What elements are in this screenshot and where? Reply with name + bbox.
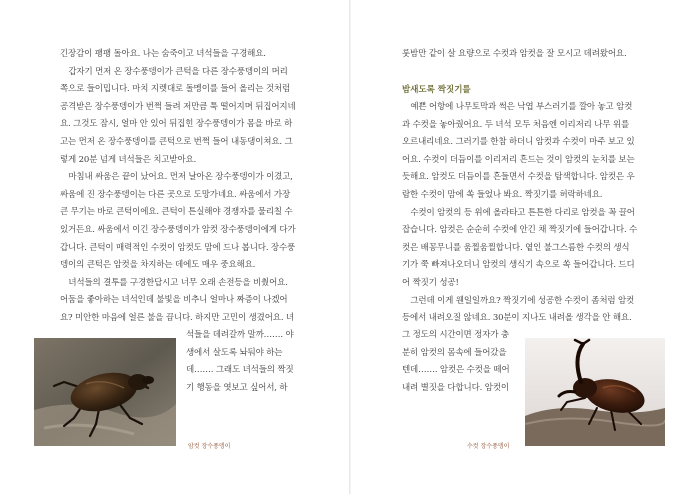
male-beetle-photo bbox=[525, 338, 665, 446]
right-page-top-text bbox=[402, 46, 642, 64]
text-line: 어요. 수컷이 더듬이를 이리저리 흔드는 것이 암컷의 눈치를 보는 bbox=[402, 154, 635, 165]
text-line: 수컷이 암컷의 등 위에 올라타고 튼튼한 다리로 암컷을 꼭 끌어 bbox=[402, 207, 635, 218]
right-page-wrap-text bbox=[402, 327, 518, 397]
text-line: 갑니다. 큰턱이 매력적인 수컷이 암컷도 맘에 드나 봅니다. 장수풍 bbox=[60, 242, 296, 253]
text-line: 그런데 이게 웬일일까요? 짝짓기에 성공한 수컷이 좀처럼 암컷 bbox=[402, 295, 635, 306]
text-line: 어 짝짓기 성공! bbox=[402, 277, 459, 288]
text-line: 뎅이의 큰턱은 암컷을 차지하는 데에도 매우 중요해요. bbox=[60, 260, 256, 271]
text-line: 기가 쭉 빠져나오더니 암컷의 생식기 속으로 쏙 들어갑니다. 드디 bbox=[402, 260, 635, 271]
text-line: 쪽으로 들이밉니다. 마치 지렛대로 돌멩이를 들어 올리는 것처럼 bbox=[60, 84, 291, 95]
text-line: 녀석들의 결투를 구경한답시고 너무 오래 손전등을 비췄어요. bbox=[60, 277, 288, 288]
text-line: 공격받은 장수풍뎅이가 번쩍 들려 저만큼 툭 떨어지며 뒤집어지네 bbox=[60, 101, 296, 112]
text-line: 그 정도의 시간이면 정자가 충 bbox=[402, 330, 509, 340]
text-line: 컷은 배꽁무니를 움찔움찔합니다. 옅인 불그스름한 수컷의 생식 bbox=[402, 242, 630, 253]
text-line: 어둠을 좋아하는 녀석인데 불빛을 비추니 얼마나 짜증이 나겠어 bbox=[60, 295, 288, 306]
text-line: 잡습니다. 암컷은 순순히 수컷에 안긴 채 짝짓기에 들어갑니다. 수 bbox=[402, 225, 638, 236]
text-line: 데……. 그래도 녀석들의 짝짓 bbox=[186, 365, 294, 376]
text-line: 텐데……. 암컷은 수컷을 떼어 bbox=[402, 365, 510, 376]
text-line: 분히 암컷의 몸속에 들어갔을 bbox=[402, 347, 507, 358]
text-line: 석들을 데려갈까 말까……. 야 bbox=[186, 330, 294, 340]
text-line: 듯해요. 암컷도 더듬이를 흔들면서 수컷을 탐색합니다. 암컷은 우 bbox=[402, 172, 635, 183]
text-line: 갑자기 먼저 온 장수풍뎅이가 큰턱을 다른 장수풍뎅이의 머리 bbox=[60, 66, 288, 77]
text-line: 마침내 싸움은 끝이 났어요. 먼저 날아온 장수풍뎅이가 이겼고, bbox=[60, 172, 293, 183]
text-line: 큰 무기는 바로 큰턱이에요. 큰턱이 튼실해야 경쟁자를 물리칠 수 bbox=[60, 207, 293, 218]
text-line: 기 행동을 엿보고 싶어서, 하 bbox=[186, 382, 288, 393]
text-line: 생에서 살도록 놔둬야 하는 bbox=[186, 347, 283, 358]
text-line: 람한 수컷이 맘에 쏙 들었나 봐요. 짝짓기를 허락하네요. bbox=[402, 189, 603, 200]
female-beetle-caption: 암컷 장수풍뎅이 bbox=[188, 443, 231, 450]
text-line: 요? 미안한 마음에 얼른 불을 끕니다. 하지만 고민이 생겼어요. 녀 bbox=[60, 312, 295, 323]
text-line: 싸움에 진 장수풍뎅이는 다른 곳으로 도망가네요. 싸움에서 가장 bbox=[60, 189, 291, 200]
text-line: 내려 별짓을 다합니다. 암컷이 bbox=[402, 382, 509, 393]
text-line: 렇게 20분 넘게 녀석들은 치고받아요. bbox=[60, 154, 197, 165]
text-line: 예쁜 어항에 나무토막과 썩은 낙엽 부스러기를 깔아 놓고 암컷 bbox=[402, 102, 633, 112]
text-line: 있거든요. 싸움에서 이긴 장수풍뎅이가 암컷 장수풍뎅이에게 다가 bbox=[60, 224, 296, 235]
left-page-text bbox=[60, 46, 300, 328]
text-line: 과 수컷을 놓아줬어요. 두 녀석 모두 처음엔 이리저리 나무 위를 bbox=[402, 119, 630, 130]
male-beetle-image bbox=[525, 338, 665, 446]
text-line: 등에서 내려오질 않네요. 30분이 지나도 내려올 생각을 안 해요. bbox=[402, 313, 632, 324]
text-line: 요. 그것도 잠시, 얼마 안 있어 뒤집힌 장수풍뎅이가 몸을 바로 하 bbox=[60, 119, 293, 130]
text-line: 고는 먼저 온 장수풍뎅이를 큰턱으로 번쩍 들어 내동댕이쳐요. 그 bbox=[60, 136, 293, 147]
left-page-wrap-text bbox=[186, 327, 302, 397]
section-heading: 밤새도록 짝짓기를 bbox=[402, 85, 471, 95]
right-page-text bbox=[402, 99, 642, 328]
text-line: 오르내리네요. 그러기를 한참 하더니 암컷과 수컷이 마주 보고 있 bbox=[402, 137, 635, 148]
text-line: 룻밤만 같이 살 요량으로 수컷과 암컷을 잘 모시고 데려왔어요. bbox=[402, 49, 627, 59]
book-gutter bbox=[349, 0, 351, 494]
female-beetle-photo bbox=[34, 338, 176, 446]
text-line: 긴장감이 팽팽 돌아요. 나는 숨죽이고 녀석들을 구경해요. bbox=[60, 49, 266, 59]
female-beetle-image bbox=[34, 338, 176, 446]
male-beetle-caption: 수컷 장수풍뎅이 bbox=[467, 443, 510, 450]
